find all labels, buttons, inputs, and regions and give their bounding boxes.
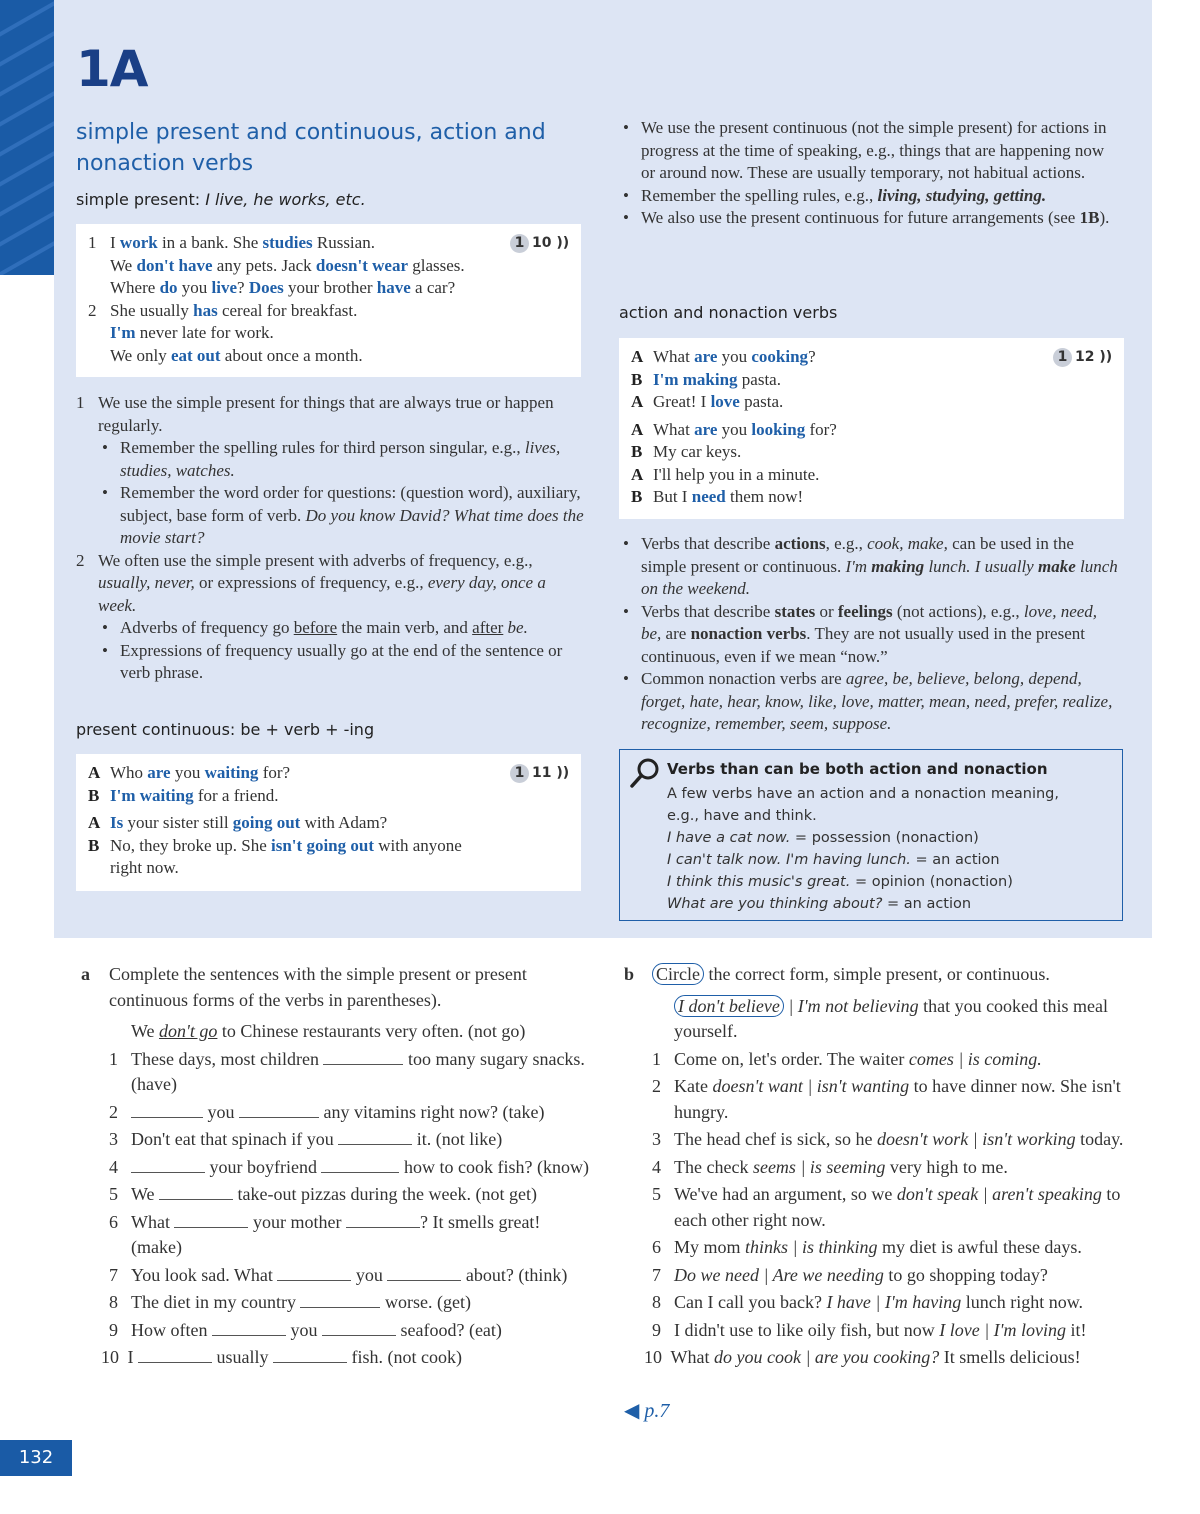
present-continuous-heading: present continuous: be + verb + -ing <box>76 720 375 739</box>
page-title: simple present and continuous, action and nonaction verbs <box>76 120 546 176</box>
answer-blank[interactable] <box>131 1158 205 1173</box>
audio-track-11[interactable]: 1 11 )) <box>510 764 569 783</box>
exercise-b-instruction: Circle the correct form, simple present, or continuous. <box>652 962 1132 988</box>
answer-blank[interactable] <box>174 1213 248 1228</box>
note-title: Verbs than can be both action and nonaction <box>667 760 1048 778</box>
answer-blank[interactable] <box>159 1185 233 1200</box>
unit-tab-stripe <box>0 0 54 275</box>
simple-present-examples-box: 1 10 )) 1 I work in a bank. She studies Russian. We don't have any pets. Jack doesn't wear glasses. Where do you live? Does your brother have a car? 2 She usually has cereal for breakfast. I'm never late for work. We only eat out about once a month. <box>76 224 581 377</box>
action-nonaction-rules: • Verbs that describe actions, e.g., cook, make, can be used in the simple present or continuous. I'm making lunch. I usually make lunch on the weekend. • Verbs that describe states or feelings (not actions), e.g., love, need, be, are nonaction verbs. They are not usually used in the present continuous, even if we mean “now.” • Common nonaction verbs are agree, be, believe, belong, depend, forget, hate, hear, know, like, love, matter, mean, need, prefer, realize, recognize, remember, seem, suppose. <box>619 533 1119 736</box>
magnifier-icon <box>628 756 662 790</box>
note-text: A few verbs have an action and a nonaction meaning, e.g., have and think. I have a cat now. = possession (nonaction) I can't talk now. I'm having lunch. = an action I think this music's great. = opinion (nonaction) What are you thinking about? = an action <box>667 786 1059 912</box>
present-continuous-examples-box: 1 11 )) A Who are you waiting for? B I'm waiting for a friend. A Is your sister still going out with Adam? B No, they broke up. She isn't going out with anyone right now. <box>76 754 581 891</box>
exercise-a-instruction: Complete the sentences with the simple present or present continuous forms of the verbs in parentheses). <box>109 964 527 1010</box>
action-nonaction-examples-box: 1 12 )) A What are you cooking? B I'm making pasta. A Great! I love pasta. A What are you looking for? B My car keys. A I'll help you in a minute. B But I need them now! <box>619 338 1124 519</box>
answer-blank[interactable] <box>138 1348 212 1363</box>
audio-track-10[interactable]: 1 10 )) <box>510 234 569 253</box>
answer-blank[interactable] <box>212 1321 286 1336</box>
unit-number: 1A <box>76 40 148 98</box>
answer-blank[interactable] <box>273 1348 347 1363</box>
exercise-b-label: b <box>624 964 635 984</box>
answer-blank[interactable] <box>387 1266 461 1281</box>
answer-blank[interactable] <box>322 1321 396 1336</box>
exercise-a: a Complete the sentences with the simple present or present continuous forms of the verbs in parentheses). We don't go to Chinese restaurants very often. (not go) 1 These days, most children too many sugary snacks. (have) 2 you any vitamins right now? (take) 3 Don't eat that spinach if you it. (not like) 4 your boyfriend how to cook fish? (know) 5 We take-out pizzas during the week. (not get) 6 What your mother ? It smells great! (make) 7 You look sad. What you about? (think) 8 The diet in my country worse. (get) 9 How often you seafood? (eat) 10 I usually fish. (not cook) <box>81 964 589 1367</box>
answer-blank[interactable] <box>338 1130 412 1145</box>
simple-present-rules: 1 We use the simple present for things that are always true or happen regularly. • Remember the spelling rules for third person singular, e.g., lives, studies, watches. • Remember the word order for questions: (question word), auxiliary, subject, base form of verb. Do you know David? What time does the movie start? 2 We often use the simple present with adverbs of frequency, e.g., usually, never, or expressions of frequency, e.g., every day, once a week. • Adverbs of frequency go before the main verb, and after be. • Expressions of frequency usually go at the end of the sentence or verb phrase. <box>76 392 586 685</box>
exercise-a-label: a <box>81 964 90 984</box>
present-continuous-rules: • We use the present continuous (not the simple present) for actions in progress at the time of speaking, e.g., things that are happening now or around now. These are usually temporary, not habitual actions. • Remember the spelling rules, e.g., living, studying, getting. • We also use the present continuous for future arrangements (see 1B). <box>619 117 1114 230</box>
note-box <box>619 749 1123 921</box>
answer-blank[interactable] <box>321 1158 399 1173</box>
simple-present-heading: simple present: I live, he works, etc. <box>76 190 366 209</box>
answer-blank[interactable] <box>277 1266 351 1281</box>
answer-blank[interactable] <box>239 1103 319 1118</box>
page-reference-link[interactable]: ◀ p.7 <box>624 1400 670 1422</box>
page-number: 132 <box>0 1440 72 1476</box>
audio-track-12[interactable]: 1 12 )) <box>1053 348 1112 367</box>
answer-blank[interactable] <box>346 1213 420 1228</box>
action-nonaction-heading: action and nonaction verbs <box>619 303 838 322</box>
answer-blank[interactable] <box>323 1050 403 1065</box>
back-arrow-icon: ◀ <box>624 1400 640 1422</box>
answer-blank[interactable] <box>131 1103 203 1118</box>
exercise-b: b Circle the correct form, simple present, or continuous. I don't believe | I'm not believing that you cooked this meal yourself. 1 Come on, let's order. The waiter comes | is coming. 2 Kate doesn't want | isn't wanting to have dinner now. She isn't hungry. 3 The head chef is sick, so he doesn't work | isn't working today. 4 The check seems | is seeming very high to me. 5 We've had an argument, so we don't speak | aren't speaking to each other right now. 6 My mom thinks | is thinking my diet is awful these days. 7 Do we need | Are we needing to go shopping today? 8 Can I call you back? I have | I'm having lunch right now. 9 I didn't use to like oily fish, but now I love | I'm loving it! 10 What do you cook | are you cooking? It smells delicious! <box>652 962 1132 1371</box>
answer-blank[interactable] <box>300 1293 380 1308</box>
